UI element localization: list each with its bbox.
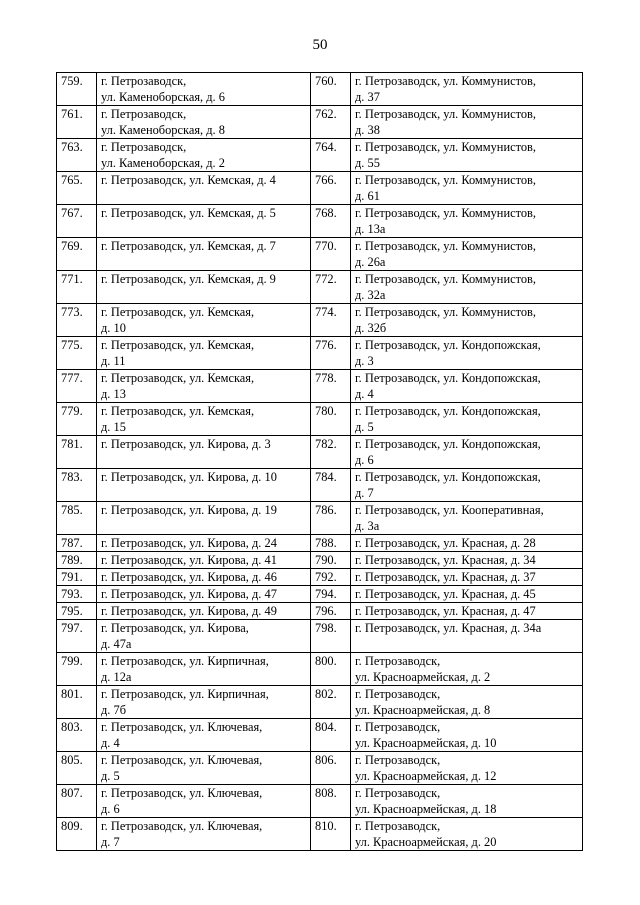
address: г. Петрозаводск, ул. Кемская, д. 13 [97, 370, 311, 403]
table-row [57, 436, 583, 469]
entry-number: 760. [311, 73, 351, 106]
address: г. Петрозаводск, ул. Красная, д. 34а [351, 620, 583, 653]
address: г. Петрозаводск, ул. Красноармейская, д. 2 [351, 653, 583, 686]
address: г. Петрозаводск, ул. Кемская, д. 7 [97, 238, 311, 271]
address: г. Петрозаводск, ул. Кемская, д. 5 [97, 205, 311, 238]
table-row [57, 653, 583, 686]
entry-number: 779. [57, 403, 97, 436]
address: г. Петрозаводск, ул. Коммунистов, д. 55 [351, 139, 583, 172]
address: г. Петрозаводск, ул. Кирова, д. 46 [97, 569, 311, 586]
table-row [57, 139, 583, 172]
address: г. Петрозаводск, ул. Красноармейская, д. 10 [351, 719, 583, 752]
address: г. Петрозаводск, ул. Кирова, д. 41 [97, 552, 311, 569]
address: г. Петрозаводск, ул. Кемская, д. 15 [97, 403, 311, 436]
address: г. Петрозаводск, ул. Красная, д. 34 [351, 552, 583, 569]
table-row [57, 569, 583, 586]
address: г. Петрозаводск, ул. Кирова, д. 3 [97, 436, 311, 469]
address: г. Петрозаводск, ул. Ключевая, д. 4 [97, 719, 311, 752]
entry-number: 766. [311, 172, 351, 205]
table-row [57, 502, 583, 535]
address: г. Петрозаводск, ул. Кирова, д. 49 [97, 603, 311, 620]
entry-number: 783. [57, 469, 97, 502]
entry-number: 806. [311, 752, 351, 785]
address: г. Петрозаводск, ул. Кемская, д. 4 [97, 172, 311, 205]
address-table [56, 72, 583, 851]
entry-number: 771. [57, 271, 97, 304]
address: г. Петрозаводск, ул. Красноармейская, д. 8 [351, 686, 583, 719]
entry-number: 769. [57, 238, 97, 271]
entry-number: 763. [57, 139, 97, 172]
address: г. Петрозаводск, ул. Кондопожская, д. 5 [351, 403, 583, 436]
table-row [57, 686, 583, 719]
entry-number: 799. [57, 653, 97, 686]
table-row [57, 552, 583, 569]
entry-number: 778. [311, 370, 351, 403]
address: г. Петрозаводск, ул. Каменоборская, д. 8 [97, 106, 311, 139]
entry-number: 805. [57, 752, 97, 785]
entry-number: 761. [57, 106, 97, 139]
entry-number: 764. [311, 139, 351, 172]
entry-number: 759. [57, 73, 97, 106]
entry-number: 765. [57, 172, 97, 205]
table-row [57, 586, 583, 603]
entry-number: 786. [311, 502, 351, 535]
address: г. Петрозаводск, ул. Кирпичная, д. 7б [97, 686, 311, 719]
address: г. Петрозаводск, ул. Коммунистов, д. 32б [351, 304, 583, 337]
address: г. Петрозаводск, ул. Коммунистов, д. 38 [351, 106, 583, 139]
address-table-body [57, 73, 583, 851]
address: г. Петрозаводск, ул. Каменоборская, д. 2 [97, 139, 311, 172]
address: г. Петрозаводск, ул. Кирова, д. 19 [97, 502, 311, 535]
address: г. Петрозаводск, ул. Каменоборская, д. 6 [97, 73, 311, 106]
entry-number: 795. [57, 603, 97, 620]
address: г. Петрозаводск, ул. Кемская, д. 10 [97, 304, 311, 337]
address: г. Петрозаводск, ул. Ключевая, д. 5 [97, 752, 311, 785]
address: г. Петрозаводск, ул. Кооперативная, д. 3а [351, 502, 583, 535]
entry-number: 792. [311, 569, 351, 586]
address: г. Петрозаводск, ул. Кемская, д. 9 [97, 271, 311, 304]
entry-number: 767. [57, 205, 97, 238]
address: г. Петрозаводск, ул. Красная, д. 45 [351, 586, 583, 603]
address: г. Петрозаводск, ул. Ключевая, д. 6 [97, 785, 311, 818]
address: г. Петрозаводск, ул. Коммунистов, д. 26а [351, 238, 583, 271]
entry-number: 794. [311, 586, 351, 603]
table-row [57, 370, 583, 403]
table-row [57, 469, 583, 502]
address: г. Петрозаводск, ул. Красная, д. 37 [351, 569, 583, 586]
table-row [57, 603, 583, 620]
table-row [57, 620, 583, 653]
address: г. Петрозаводск, ул. Красноармейская, д. 18 [351, 785, 583, 818]
address: г. Петрозаводск, ул. Кемская, д. 11 [97, 337, 311, 370]
entry-number: 809. [57, 818, 97, 851]
table-row [57, 752, 583, 785]
address: г. Петрозаводск, ул. Кирова, д. 10 [97, 469, 311, 502]
entry-number: 802. [311, 686, 351, 719]
entry-number: 798. [311, 620, 351, 653]
page-number: 50 [312, 37, 328, 53]
table-row [57, 719, 583, 752]
table-row [57, 337, 583, 370]
address: г. Петрозаводск, ул. Кирова, д. 47а [97, 620, 311, 653]
table-row [57, 271, 583, 304]
entry-number: 782. [311, 436, 351, 469]
entry-number: 801. [57, 686, 97, 719]
address: г. Петрозаводск, ул. Красная, д. 47 [351, 603, 583, 620]
entry-number: 797. [57, 620, 97, 653]
entry-number: 800. [311, 653, 351, 686]
table-row [57, 535, 583, 552]
entry-number: 781. [57, 436, 97, 469]
table-row [57, 172, 583, 205]
address: г. Петрозаводск, ул. Коммунистов, д. 13а [351, 205, 583, 238]
address: г. Петрозаводск, ул. Кирова, д. 24 [97, 535, 311, 552]
address: г. Петрозаводск, ул. Коммунистов, д. 32а [351, 271, 583, 304]
entry-number: 776. [311, 337, 351, 370]
address: г. Петрозаводск, ул. Ключевая, д. 7 [97, 818, 311, 851]
address: г. Петрозаводск, ул. Красноармейская, д. 12 [351, 752, 583, 785]
entry-number: 780. [311, 403, 351, 436]
address: г. Петрозаводск, ул. Кондопожская, д. 3 [351, 337, 583, 370]
entry-number: 772. [311, 271, 351, 304]
entry-number: 789. [57, 552, 97, 569]
entry-number: 807. [57, 785, 97, 818]
table-row [57, 403, 583, 436]
address: г. Петрозаводск, ул. Красная, д. 28 [351, 535, 583, 552]
table-row [57, 73, 583, 106]
address: г. Петрозаводск, ул. Кирпичная, д. 12а [97, 653, 311, 686]
entry-number: 770. [311, 238, 351, 271]
address: г. Петрозаводск, ул. Кондопожская, д. 4 [351, 370, 583, 403]
address: г. Петрозаводск, ул. Кондопожская, д. 7 [351, 469, 583, 502]
entry-number: 774. [311, 304, 351, 337]
entry-number: 762. [311, 106, 351, 139]
entry-number: 788. [311, 535, 351, 552]
entry-number: 787. [57, 535, 97, 552]
address: г. Петрозаводск, ул. Коммунистов, д. 37 [351, 73, 583, 106]
table-row [57, 785, 583, 818]
table-row [57, 106, 583, 139]
address: г. Петрозаводск, ул. Кондопожская, д. 6 [351, 436, 583, 469]
entry-number: 768. [311, 205, 351, 238]
entry-number: 784. [311, 469, 351, 502]
entry-number: 810. [311, 818, 351, 851]
entry-number: 785. [57, 502, 97, 535]
entry-number: 775. [57, 337, 97, 370]
entry-number: 791. [57, 569, 97, 586]
table-row [57, 304, 583, 337]
table-row [57, 818, 583, 851]
address: г. Петрозаводск, ул. Красноармейская, д. 20 [351, 818, 583, 851]
entry-number: 804. [311, 719, 351, 752]
entry-number: 793. [57, 586, 97, 603]
entry-number: 796. [311, 603, 351, 620]
entry-number: 803. [57, 719, 97, 752]
table-row [57, 205, 583, 238]
entry-number: 777. [57, 370, 97, 403]
entry-number: 790. [311, 552, 351, 569]
table-row [57, 238, 583, 271]
address: г. Петрозаводск, ул. Коммунистов, д. 61 [351, 172, 583, 205]
entry-number: 808. [311, 785, 351, 818]
address: г. Петрозаводск, ул. Кирова, д. 47 [97, 586, 311, 603]
entry-number: 773. [57, 304, 97, 337]
